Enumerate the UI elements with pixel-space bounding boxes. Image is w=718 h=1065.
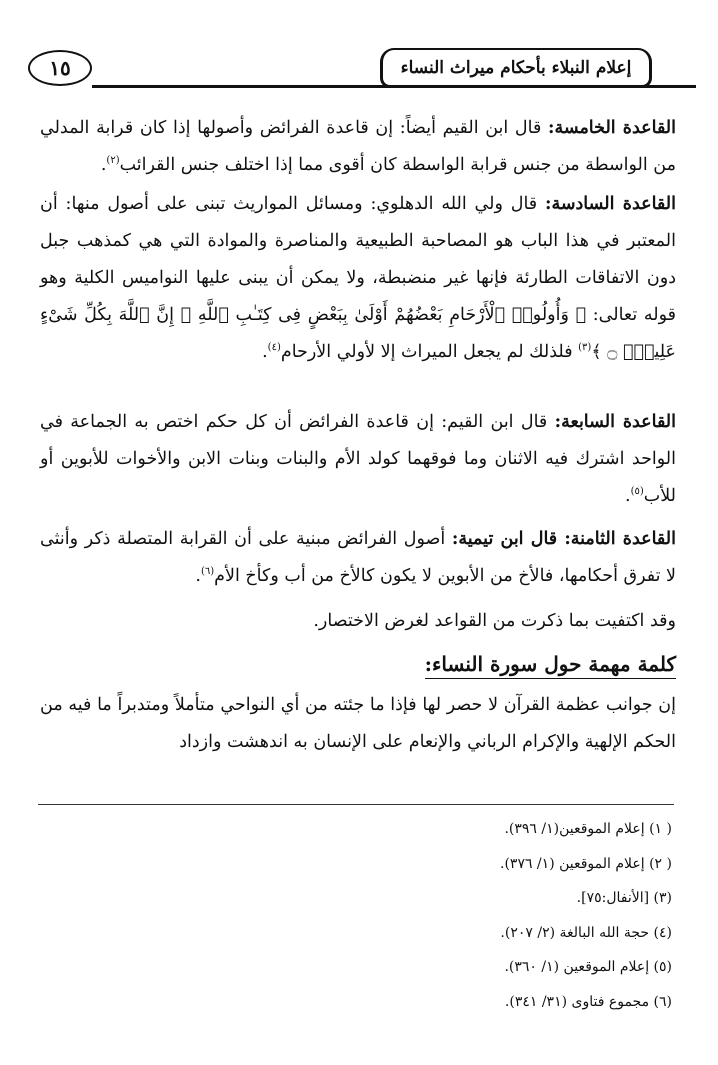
- footnote-ref: (٥): [630, 486, 644, 498]
- conclusion-text: وقد اكتفيت بما ذكرت من القواعد لغرض الاختصار.: [313, 611, 676, 631]
- rule-label: القاعدة السادسة:: [545, 194, 676, 214]
- paragraph-rule-7: [40, 404, 676, 515]
- footnote-separator: [38, 804, 674, 805]
- rule-label: القاعدة الخامسة:: [547, 118, 676, 138]
- footnote-item: (٦) مجموع فتاوى (٣١/ ٣٤١).: [504, 993, 672, 1010]
- footnote-ref: (٤): [267, 342, 281, 354]
- rule-text: قال ولي الله الدهلوي: ومسائل المواريث تبنى على أصول منها: أن المعتبر في هذا الباب هو المصاحبة الطبيعية والمناصرة والموادة التي هي كمذهب جبل دون الاتفاقات الطارئة فإنها غير منضبطة، ولا يمكن أن يبنى عليها النواميس الكلية وهو قوله تعالى: ﴿ وَأُولُوا۟ ٱلْأَرْحَامِ بَعْضُهُمْ أَوْلَىٰ بِبَعْضٍ فِى كِتَـٰبِ ٱللَّهِ ۗ إِنَّ ٱللَّهَ بِكُلِّ شَىْءٍ عَلِيمٌۢ ۝ ﴾: [40, 194, 676, 362]
- rule-tail: .: [195, 566, 201, 586]
- footnote-item: (٥) إعلام الموقعين (١/ ٣٦٠).: [504, 959, 672, 975]
- footnote-item: (٤) حجة الله البالغة (٢/ ٢٠٧).: [500, 924, 672, 941]
- paragraph-conclusion: [40, 603, 676, 640]
- rule-tail: .: [624, 486, 631, 506]
- page-number: ١٥: [28, 50, 92, 86]
- rule-text: قال ابن القيم أيضاً: إن قاعدة الفرائض وأصولها إذا كان قرابة المدلي من الواسطة من جنس قرابة الواسطة كان أقوى مما إذا اختلف جنس القرائب: [40, 118, 676, 175]
- footnote-ref: (٣): [578, 342, 592, 354]
- footnote-item: ( ١) إعلام الموقعين(١/ ٣٩٦).: [504, 821, 672, 837]
- footnote-ref: (٢): [106, 155, 120, 167]
- section-heading: [40, 652, 676, 676]
- section-heading-text: كلمة مهمة حول سورة النساء:: [425, 652, 676, 679]
- closing-paragraph: [40, 687, 676, 761]
- paragraph-rule-5: [40, 110, 676, 184]
- rule-label: القاعدة السابعة:: [554, 412, 676, 432]
- rule-label: القاعدة الثامنة: قال ابن تيمية:: [451, 529, 676, 549]
- rule-tail: .: [262, 342, 268, 362]
- footnote-item: (٣) [الأنفال:٧٥].: [576, 890, 672, 906]
- running-title: إعلام النبلاء بأحكام ميراث النساء: [380, 48, 652, 88]
- rule-text: أصول الفرائض مبنية على أن القرابة المتصلة ذكر وأنثى لا تفرق أحكامها، فالأخ من الأبوين لا يكون كالأخ من أب وكأخ الأم: [40, 529, 676, 586]
- rule-text: قال ابن القيم: إن قاعدة الفرائض أن كل حكم اختص به الجماعة في الواحد اشترك فيه الاثنان وما فوقهما كولد الأم والبنات وبنات الابن والأخوات للأبوين أو للأب: [40, 412, 676, 506]
- paragraph-rule-6: [40, 186, 676, 371]
- footnote-ref: (٦): [200, 566, 215, 578]
- rule-tail: .: [100, 155, 107, 175]
- paragraph-rule-8: [40, 521, 676, 595]
- rule-text-continued: فلذلك لم يجعل الميراث إلا لأولي الأرحام: [280, 342, 579, 362]
- footnote-item: ( ٢) إعلام الموقعين (١/ ٣٧٦).: [500, 855, 672, 872]
- closing-text: إن جوانب عظمة القرآن لا حصر لها فإذا ما جئته من أي النواحي متأملاً ومتدبراً ما فيه من الحكم الإلهية والإكرام الرباني والإنعام على الإنسان به اندهشت وازداد: [40, 695, 676, 752]
- footnotes: [40, 812, 672, 1019]
